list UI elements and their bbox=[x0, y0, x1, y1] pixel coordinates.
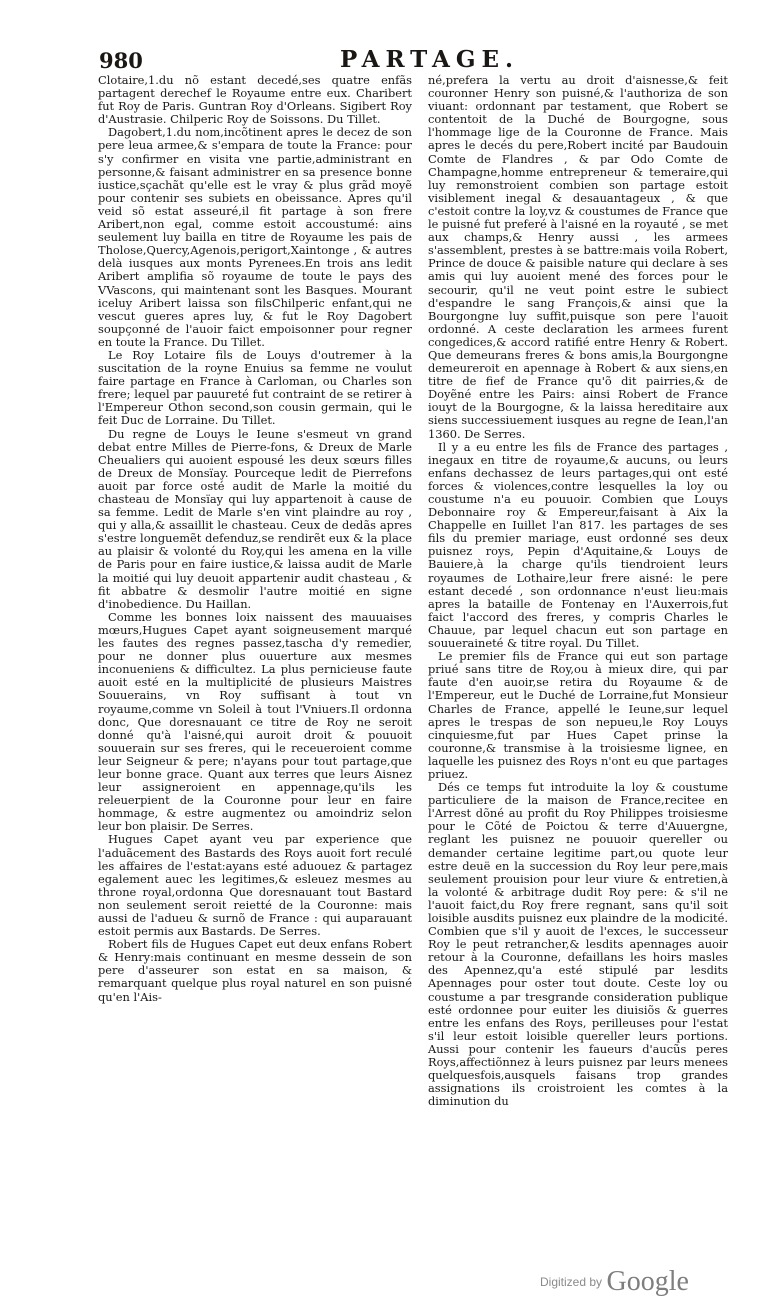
paragraph: Dés ce temps fut introduite la loy & coustume particuliere de la maison de France,recitee en l'Arrest dõné au profit du Roy Philippes troisiesme pour le Cõté de Poictou & terre d'Auuergne, reglant les puisnez ne pouuoir quereller ou demander certaine legitime part,ou quote leur estre deuë en la succession du Roy leur pere,mais seulement prouision pour leur viure & entretien,à la volonté & arbitrage dudit Roy pere: & s'il ne l'auoit faict,du Roy frere regnant, sans qu'il soit loisible ausdits puisnez eux plaindre de la modicité. Combien que s'il y auoit de l'exces, le successeur Roy le peut retrancher,& lesdits apennages auoir retour à la Couronne, defaillans les hoirs masles des Apennez,qu'a esté stipulé par lesdits Apennages pour oster tout doute. Ceste loy ou coustume a par tresgrande consideration publique esté ordonnee pour euiter les diuisiõs & guerres entre les enfans des Roys, perilleuses pour l'estat s'il leur estoit loisible quereller leurs portions. Aussi pour contenir les faueurs d'aucũs peres Roys,affectiõnnez à leurs puisnez par leurs menees quelquesfois,ausquels faisans trop grandes assignations ils croistroient les comtes à la diminution du bbox=[428, 780, 728, 1109]
paragraph: Du regne de Louys le Ieune s'esmeut vn grand debat entre Milles de Pierre-fons, & Dreux de Marle Cheualiers qui auoient espousé les deux sœurs filles de Dreux de Monsïay. Pourceque ledit de Pierrefons auoit par force osté audit de Marle la moitié du chasteau de Monsïay qui luy appartenoit à cause de sa femme. Ledit de Marle s'en vint plaindre au roy , qui y alla,& assaillit le chasteau. Ceux de dedãs apres s'estre longuemẽt defenduz,se rendirẽt eux & la place au plaisir & volonté du Roy,qui les amena en la ville de Paris pour en faire iustice,& laissa audit de Marle la moitié qui luy deuoit appartenir audit chasteau , & fit abbatre & desmolir l'autre moitié en signe d'inobedience. Du Haillan. bbox=[98, 426, 412, 611]
running-title: PARTAGE. bbox=[340, 46, 520, 73]
paragraph: Il y a eu entre les fils de France des partages , inegaux en titre de royaume,& aucuns, ou leurs enfans dechassez de leurs partages,qui ont esté forces & violences,contre lesquelles la loy ou coustume n'a eu pouuoir. Combien que Louys Debonnaire roy & Empereur,faisant à Aix la Chappelle en Iuillet l'an 817. les partages de ses fils du premier mariage, eust ordonné ses deux puisnez roys, Pepin d'Aquitaine,& Louys de Bauiere,à la charge qu'ils tiendroient leurs royaumes de Lothaire,leur frere aisné: le pere estant decedé , son ordonnance n'eust lieu:mais apres la bataille de Fontenay en l'Auxerrois,fut faict l'accord des freres, y compris Charles le Chauue, par lequel chacun eut son partage en souueraineté & titre royal. Du Tillet. bbox=[428, 439, 728, 651]
right-column bbox=[428, 74, 728, 1108]
paragraph: Hugues Capet ayant veu par experience que l'aduãcement des Bastards des Roys auoit fort reculé les affaires de l'estat:ayans esté aduouez & partagez egalement auec les legitimes,& esleuez mesmes au throne royal,ordonna Que doresnauant tout Bastard non seulement seroit reietté de la Couronne: mais aussi de l'adueu & surnõ de France : qui auparauant estoit permis aux Bastards. De Serres. bbox=[98, 832, 412, 939]
paragraph: Robert fils de Hugues Capet eut deux enfans Robert & Henry:mais continuant en mesme dessein de son pere d'asseurer son estat en sa maison, & remarquant quelque plus royal naturel en son puisné qu'en l'Ais- bbox=[98, 937, 412, 1004]
google-logo: Google bbox=[606, 1266, 689, 1297]
paragraph: né,prefera la vertu au droit d'aisnesse,& feit couronner Henry son puisné,& l'authoriza de son viuant: ordonnant par testament, que Robert se contentoit de la Duché de Bourgogne, sous l'hommage lige de la Couronne de France. Mais apres le decés du pere,Robert incité par Baudouin Comte de Flandres , & par Odo Comte de Champagne,homme entrepreneur & temeraire,qui luy remonstroient combien son partage estoit visiblement inegal & desauantageux , & que c'estoit contre la loy,vz & coustumes de France que le puisné fut preferé à l'aisné en la royauté , se met aux champs,& Henry aussi , les armees s'assemblent, prestes à se battre:mais voila Robert, Prince de douce & paisible nature qui declare à ses amis qui luy auoient mené des forces pour le secourir, qu'il ne veut point estre le subiect d'espandre le sang François,& ainsi que la Bourgongne luy suffit,puisque son pere l'auoit ordonné. A ceste declaration les armees furent congedices,& accord ratifié entre Henry & Robert. Que demeurans freres & bons amis,la Bourgongne demeureroit en apennage à Robert & aux siens,en titre de fief de France qu'õ dit pairries,& de Doyẽné entre les Pairs: ainsi Robert de France iouyt de la Bourgogne, & la laissa hereditaire aux siens successiuement iusques au regne de Iean,l'an 1360. De Serres. bbox=[428, 73, 728, 441]
paragraph: Clotaire,1.du nõ estant decedé,ses quatre enfãs partagent derechef le Royaume entre eux. Charibert fut Roy de Paris. Guntran Roy d'Orleans. Sigibert Roy d'Austrasie. Chilperic Roy de Soissons. Du Tillet. bbox=[98, 73, 412, 127]
paragraph: Le premier fils de France qui eut son partage priué sans titre de Roy,ou à mieux dire, qui par faute d'en auoir,se retira du Royaume & de l'Empereur, eut le Duché de Lorraine,fut Monsieur Charles de France, appellé le Ieune,sur lequel apres le trespas de son nepueu,le Roy Louys cinquiesme,fut par Hues Capet prinse la couronne,& transmise à la troisiesme lignee, en laquelle les puisnez des Roys n'ont eu que partages priuez. bbox=[428, 649, 728, 781]
digitization-watermark bbox=[540, 1266, 689, 1298]
page-number: 980 bbox=[99, 48, 143, 73]
left-column bbox=[98, 74, 412, 1004]
digitized-label: Digitized by bbox=[540, 1275, 603, 1289]
paragraph: Comme les bonnes loix naissent des mauuaises mœurs,Hugues Capet ayant soigneusement marqué les fautes des regnes passez,tascha d'y remedier, pour ne donner plus ouuerture aux mesmes inconueniens & difficultez. La plus pernicieuse faute auoit esté en la multiplicité de plusieurs Maistres Souuerains, vn Roy suffisant à tout vn royaume,comme vn Soleil à tout l'Vniuers.Il ordonna donc, Que doresnauant ce titre de Roy ne seroit donné qu'à l'aisné,qui auroit droit & pouuoit souuerain sur ses freres, qui le receueroient comme leur Seigneur & pere; n'ayans pour tout partage,que leur bonne grace. Quant aux terres que leurs Aisnez leur assigneroient en appennage,qu'ils les releuerpient de la Couronne pour leur en faire hommage, & estre augmentez ou amoindriz selon leur bon plaisir. De Serres. bbox=[98, 609, 412, 834]
paragraph: Le Roy Lotaire fils de Louys d'outremer à la suscitation de la royne Enuius sa femme ne voulut faire partage en France à Carloman, ou Charles son frere; lequel par pauureté fut contraint de se retirer à l'Empereur Othon second,son cousin germain, qui le feit Duc de Lorraine. Du Tillet. bbox=[98, 347, 412, 428]
paragraph: Dagobert,1.du nom,incõtinent apres le decez de son pere leua armee,& s'empara de toute la France: pour s'y confirmer en visita vne partie,administrant en personne,& faisant administrer en sa presence bonne iustice,sçachãt qu'elle est le vray & plus grãd moyẽ pour contenir ses subiets en obeissance. Apres qu'il veid sõ estat asseuré,il fit partage à son frere Aribert,non egal, comme estoit accoustumé: ains seulement luy bailla en titre de Royaume les pais de Tholose,Quercy,Agenois,perigort,Xaintonge , & autres delà iusques aux monts Pyrenees.En trois ans ledit Aribert amplifia sõ royaume de toute le pays des VVascons, qui maintenant sont les Basques. Mourant iceluy Aribert laissa son filsChilperic enfant,qui ne vescut gueres apres luy, & fut le Roy Dagobert soupçonné de l'auoir faict empoisonner pour regner en toute la France. Du Tillet. bbox=[98, 125, 412, 349]
